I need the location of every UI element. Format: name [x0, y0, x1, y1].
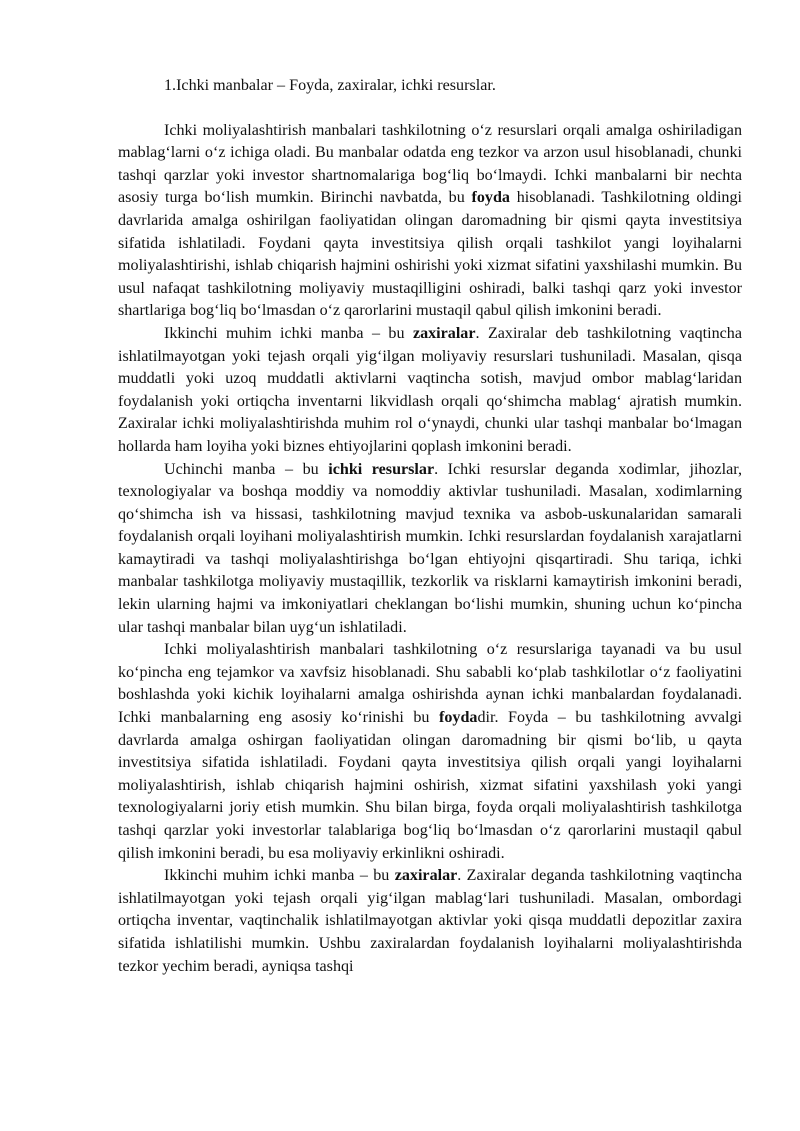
paragraph-1-text-before: Ichki moliyalashtirish manbalari tashkilotning o‘z resurslari orqali amalga oshiriladigan mablag‘larni o‘z ichiga oladi. Bu manbalar odatda eng tezkor va arzon usul hisoblanadi, chunki tashqi qarzlar yoki investor shartnomalariga bog‘liq bo‘lmaydi. Ichki manbalarni bir nechta asosiy turga bo‘lish mumkin. Birinchi navbatda, bu: [118, 121, 742, 207]
paragraph-3-text-before: Uchinchi manba – bu: [164, 460, 329, 478]
paragraph-5-text-after: . Zaxiralar deganda tashkilotning vaqtincha ishlatilmayotgan yoki tejash orqali yig‘ilgan mablag‘lari tushuniladi. Masalan, ombordagi ortiqcha inventar, vaqtinchalik ishlatilmayotgan aktivlar yoki qisqa muddatli depozitlar zaxira sifatida ishlatilishi mumkin. Ushbu zaxiralardan foydalanish loyihalarni moliyalashtirishda tezkor yechim beradi, ayniqsa tashqi: [118, 867, 743, 975]
paragraph-5-bold-term: zaxiralar: [394, 867, 458, 885]
paragraph-2: [118, 323, 742, 459]
paragraph-3-text-after: . Ichki resurslar deganda xodimlar, jihozlar, texnologiyalar va boshqa moddiy va nomoddiy aktivlar tushuniladi. Masalan, xodimlarning qo‘shimcha ish va hissasi, tashkilotning mavjud texnika va asbob-uskunalaridan samarali foydalanish orqali loyihani moliyalashtirish mumkin. Ichki resurslardan foydalanish xarajatlarni kamaytiradi va tashqi moliyalashtirishga bo‘lgan ehtiyojni qisqartiradi. Shu tariqa, ichki manbalar tashkilotga moliyaviy mustaqillik, tezkorlik va risklarni kamaytirish imkonini beradi, lekin ularning hajmi va imkoniyatlari cheklangan bo‘lishi mumkin, shuning uchun ko‘pincha ular tashqi manbalar bilan uyg‘un ishlatiladi.: [118, 460, 743, 636]
paragraph-1-bold-term: foyda: [471, 189, 510, 207]
paragraph-2-bold-term: zaxiralar: [412, 324, 476, 342]
paragraph-2-text-after: . Zaxiralar deb tashkilotning vaqtincha ishlatilmayotgan yoki tejash orqali yig‘ilgan moliyaviy resurslari tushuniladi. Masalan, qisqa muddatli yoki uzoq muddatli aktivlarni vaqtincha sotish, mavjud ombor mablag‘laridan foydalanish yoki ortiqcha inventarni likvidlash orqali qo‘shimcha mablag‘ ajratish mumkin. Zaxiralar ichki moliyalashtirishda muhim rol o‘ynaydi, chunki ular tashqi manbalar bo‘lmagan hollarda ham loyiha yoki biznes ehtiyojlarini qoplash imkonini beradi.: [118, 324, 742, 455]
paragraph-4-text-after: dir. Foyda – bu tashkilotning avvalgi davrlarda amalga oshirgan faoliyatidan olingan daromadning bir qismi bo‘lib, u qayta investitsiya sifatida ishlatiladi. Foydani qayta investitsiya qilish orqali yangi loyihalarni moliyalashtirish, ishlab chiqarish hajmini oshirish, xizmat sifatini yaxshilash yoki yangi texnologiyalarni joriy etish mumkin. Shu bilan birga, foyda orqali moliyalashtirish tashkilotga tashqi qarzlar yoki investorlar talablariga bog‘liq bo‘lmasdan o‘z qarorlarini mustaqil qabul qilish imkonini beradi, bu esa moliyaviy erkinlikni oshiradi.: [118, 709, 742, 862]
paragraph-3: [118, 459, 742, 640]
document-page: [118, 75, 742, 978]
paragraph-2-text-before: Ikkinchi muhim ichki manba – bu: [164, 324, 413, 342]
paragraph-4-text-before: Ichki moliyalashtirish manbalari tashkilotning o‘z resurslariga tayanadi va bu usul ko‘pincha eng tejamkor va xavfsiz hisoblanadi. Shu sababli ko‘plab tashkilotlar o‘z faoliyatini boshlashda yoki kichik loyihalarni amalga oshirishda aynan ichki manbalardan foydalanadi. Ichki manbalarning eng asosiy ko‘rinishi bu: [118, 641, 742, 727]
paragraph-4-bold-term: foyda: [439, 709, 478, 727]
paragraph-5-text-before: Ikkinchi muhim ichki manba – bu: [164, 867, 395, 885]
paragraph-1: [118, 120, 742, 323]
paragraph-3-bold-term: ichki resurslar: [328, 460, 435, 478]
paragraph-4: [118, 639, 742, 865]
paragraph-1-text-after: hisoblanadi. Tashkilotning oldingi davrlarida amalga oshirilgan faoliyatidan olingan daromadning bir qismi qayta investitsiya sifatida ishlatiladi. Foydani qayta investitsiya qilish orqali tashkilot yangi loyihalarni moliyalashtirishi, ishlab chiqarish hajmini oshirishi yoki xizmat sifatini yaxshilashi mumkin. Bu usul nafaqat tashkilotning moliyaviy mustaqilligini oshiradi, balki tashqi qarz yoki investor shartlariga bog‘liq bo‘lmasdan o‘z qarorlarini mustaqil qabul qilish imkonini beradi.: [118, 189, 742, 320]
section-heading: 1.Ichki manbalar – Foyda, zaxiralar, ichki resurslar.: [164, 77, 496, 94]
paragraph-5: [118, 865, 742, 978]
